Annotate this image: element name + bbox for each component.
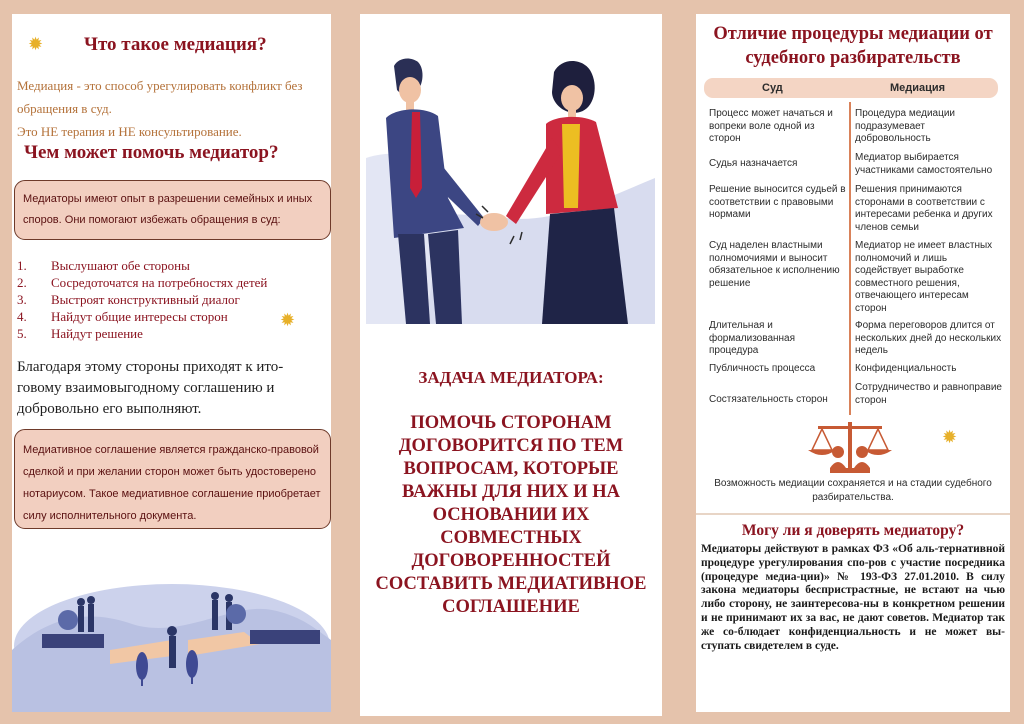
court-cell: Длительная и формализованная процедура [709, 320, 796, 356]
comparison-title: Отличие процедуры медиации от судебного разбирательств [713, 24, 993, 68]
sun-icon: ✹ [28, 34, 44, 54]
item-number: 4. [17, 309, 27, 324]
item-text: Найдут общие интересы сторон [51, 309, 228, 324]
section-title: Могу ли я доверять медиатору? [741, 522, 965, 539]
trust-text: Медиаторы действуют в рамках ФЗ «Об аль-тернативной процедуре урегулирования спо-ров с участие посредника (процедуре медиа-ции)» № 193-ФЗ 27.01.2010. В силу закона медиаторы беспристрастные, не встают на чью либо сторону, не заинтересова-ны в конкретном решении и не принимают их за вас, не дают советов. Медиатор так же со-блюдает конфиденциальность и не может вы-ступать свидетелем в суде. [701, 543, 1005, 652]
intro-text [17, 74, 329, 143]
item-text: Найдут решение [51, 326, 143, 341]
scales-of-justice-icon [800, 416, 900, 478]
column-header-mediation: Медиация [890, 82, 946, 94]
item-number: 5. [17, 326, 27, 341]
item-number: 1. [17, 258, 27, 273]
task-title: ЗАДАЧА МЕДИАТОРА: [418, 368, 604, 387]
court-cell: Судья назначается [709, 158, 798, 169]
column-header-court: Суд [762, 82, 783, 94]
task-body: ПОМОЧЬ СТОРОНАМ ДОГОВОРИТСЯ ПО ТЕМ ВОПРОСАМ, КОТОРЫЕ ВАЖНЫ ДЛЯ НИХ И НА ОСНОВАНИИ ИХ СОВМЕСТНЫХ ДОГОВОРЕННОСТЕЙ СОСТАВИТЬ МЕДИАТИВНОЕ СОГЛАШЕНИЕ [375, 413, 647, 617]
section-title: Что такое медиация? [84, 34, 267, 55]
sun-icon: ✹ [280, 310, 296, 330]
list-item [17, 308, 317, 325]
info-box: Медиативное соглашение является гражданско-правовой сделкой и при желании сторон может быть удостоверено нотариусом. Такое медиативное соглашение приобретает силу исполнительного документа. [14, 429, 331, 529]
divider [696, 513, 1010, 515]
left-panel [12, 14, 331, 712]
comparison-note: Возможность медиации сохраняется и на стадии судебного разбирательства. [714, 478, 992, 503]
mediation-cell: Решения принимаются сторонами в соответствии с интересами ребенка и других членов семьи [855, 184, 993, 233]
item-number: 2. [17, 275, 27, 290]
list-item [17, 274, 317, 291]
intro-line: Это НЕ терапия и НЕ консультирование. [17, 124, 242, 139]
middle-panel [360, 14, 662, 716]
mediation-cell: Медиатор выбирается участниками самостоятельно [855, 152, 993, 176]
list-item [17, 325, 317, 342]
list-item [17, 257, 317, 274]
court-cell: Решение выносится судьей в соответствии с правовыми нормами [709, 184, 846, 220]
court-cell: Суд наделен властными полномочиями и выносит обязательное к исполнению решение [709, 240, 840, 289]
item-number: 3. [17, 292, 27, 307]
mediation-cell: Сотрудничество и равноправие сторон [855, 382, 1002, 406]
court-cell: Публичность процесса [709, 363, 816, 374]
section-title: Чем может помочь медиатор? [24, 142, 279, 163]
item-text: Выслушают обе стороны [51, 258, 190, 273]
court-cell: Состязательность сторон [709, 394, 828, 405]
item-text: Выстроят конструктивный диалог [51, 292, 240, 307]
column-divider [849, 102, 851, 415]
result-text: Благодаря этому стороны приходят к ито-говому взаимовыгодному соглашению и добровольно его выполняют. [17, 359, 284, 417]
people-scene-illustration [12, 554, 331, 712]
list-item [17, 291, 317, 308]
intro-line: Медиация - это способ урегулировать конфликт без обращения в суд. [17, 78, 303, 116]
handshake-illustration [366, 38, 655, 324]
mediation-cell: Форма переговоров длится от нескольких дней до нескольких недель [855, 320, 1002, 356]
sun-icon: ✹ [942, 427, 958, 447]
mediation-cell: Медиатор не имеет властных полномочий и лишь содействует выработке совместного решения, отвечающего интересам сторон [855, 240, 993, 314]
steps-list [17, 257, 317, 342]
item-text: Сосредоточатся на потребностях детей [51, 275, 268, 290]
mediation-cell: Процедура медиации подразумевает добровольность [855, 108, 955, 144]
court-cell: Процесс может начаться и вопреки воле одной из сторон [709, 108, 833, 144]
info-box: Медиаторы имеют опыт в разрешении семейных и иных споров. Они помогают избежать обращения в суд: [14, 180, 331, 240]
mediation-cell: Конфиденциальность [855, 363, 957, 374]
right-panel [696, 14, 1010, 712]
comparison-header [704, 78, 998, 98]
